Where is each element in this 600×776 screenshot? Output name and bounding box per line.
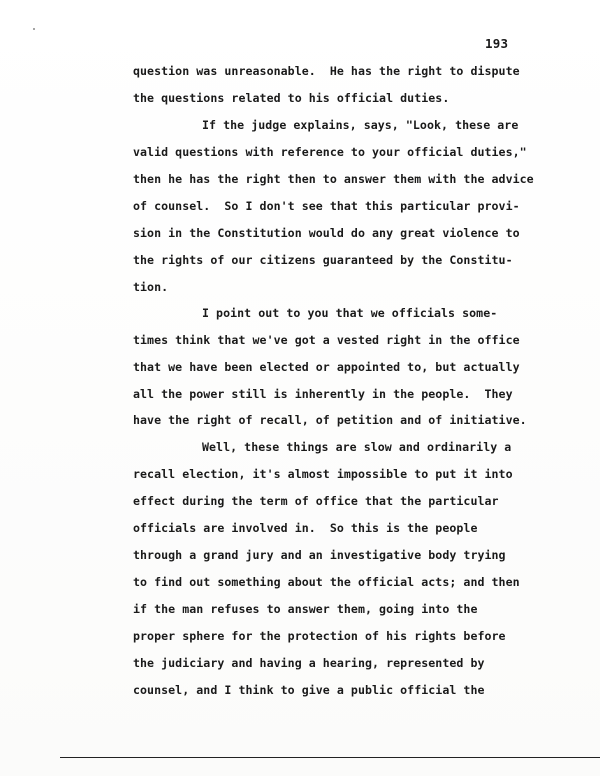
text-line: recall election, it's almost impossible to put it into [133, 467, 513, 481]
text-line: If the judge explains, says, "Look, these are [202, 118, 519, 132]
text-line: the rights of our citizens guaranteed by the Constitu- [133, 253, 513, 267]
text-line: counsel, and I think to give a public official the [133, 683, 485, 697]
text-line: to find out something about the official acts; and then [133, 575, 520, 589]
text-line: then he has the right then to answer them with the advice [133, 172, 534, 186]
text-line: proper sphere for the protection of his rights before [133, 629, 506, 643]
text-line: of counsel. So I don't see that this particular provi- [133, 199, 520, 213]
text-line: Well, these things are slow and ordinarily a [202, 440, 512, 454]
text-line: the questions related to his official duties. [133, 91, 450, 105]
text-line: through a grand jury and an investigative body trying [133, 548, 506, 562]
text-line: sion in the Constitution would do any great violence to [133, 226, 520, 240]
text-line: question was unreasonable. He has the right to dispute [133, 64, 520, 78]
text-line: I point out to you that we officials some- [202, 306, 498, 320]
text-line: tion. [133, 280, 169, 294]
text-line: if the man refuses to answer them, going into the [133, 602, 478, 616]
text-line: officials are involved in. So this is the people [133, 521, 478, 535]
text-line: all the power still is inherently in the people. They [133, 387, 513, 401]
text-line: effect during the term of office that the particular [133, 494, 499, 508]
text-line: times think that we've got a vested right in the office [133, 333, 520, 347]
text-line: have the right of recall, of petition and of initiative. [133, 413, 527, 427]
scan-speck [33, 28, 35, 30]
text-line: that we have been elected or appointed to, but actually [133, 360, 520, 374]
bottom-rule [60, 757, 600, 758]
text-line: valid questions with reference to your official duties," [133, 145, 527, 159]
page-number: 193 [485, 36, 509, 51]
text-line: the judiciary and having a hearing, represented by [133, 656, 485, 670]
